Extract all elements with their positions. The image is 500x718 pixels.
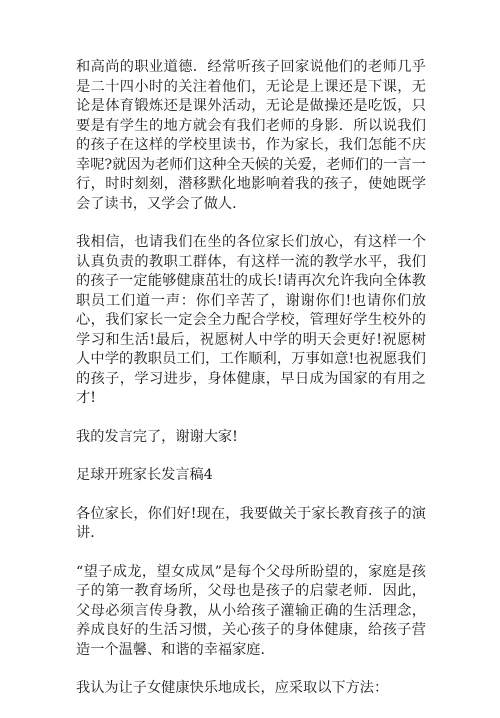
document-body <box>76 58 426 718</box>
paragraph: 各位家长，你们好!现在，我要做关于家长教育孩子的演讲． <box>76 505 426 541</box>
paragraph: 和高尚的职业道德．经常听孩子回家说他们的老师几乎是二十四小时的关注着他们，无论是上课还是下课，无论是体育锻炼还是课外活动，无论是做操还是吃饭，只要是有学生的地方就会有我们老师的身影．所以说我们的孩子在这样的学校里读书，作为家长，我们怎能不庆幸呢?就因为老师们这种全天候的关爱，老师们的一言一行，时时刻刻，潜移默化地影响着我的孩子，使她既学会了读书，又学会了做人． <box>76 59 426 212</box>
paragraph: 我的发言完了，谢谢大家! <box>76 428 238 445</box>
paragraph: 我认为让子女健康快乐地成长，应采取以下方法： <box>76 680 389 696</box>
paragraph: 我相信，也请我们在坐的各位家长们放心，有这样一个认真负责的教职工群体，有这样一流的教学水平，我们的孩子一定能够健康茁壮的成长!请再次允许我向全体教职员工们道一声：你们辛苦了，谢谢你们!也请你们放心，我们家长一定会全力配合学校，管理好学生校外的学习和生活!最后，祝愿树人中学的明天会更好!祝愿树人中学的教职员工们，工作顺利，万事如意!也祝愿我们的孩子，学习进步，身体健康，早日成为国家的有用之才! <box>76 234 426 406</box>
paragraph: “望子成龙，望女成凤”是每个父母所盼望的，家庭是孩子的第一教育场所，父母也是孩子的启蒙老师．因此，父母必须言传身教，从小给孩子灌输正确的生活理念，养成良好的生活习惯，关心孩子的身体健康，给孩子营造一个温馨、和谐的幸福家庭． <box>76 563 426 658</box>
section-title: 足球开班家长发言稿4 <box>76 467 213 483</box>
